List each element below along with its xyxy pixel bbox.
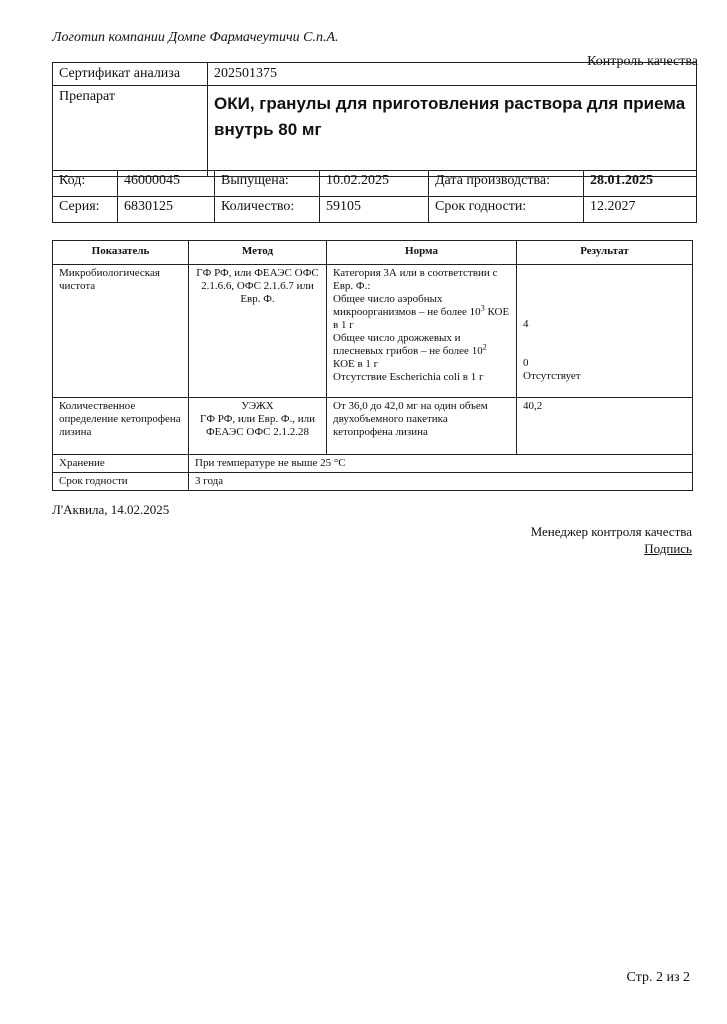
method-assay (189, 398, 327, 455)
manager-title: Менеджер контроля качества (530, 524, 692, 539)
result-assay: 40,2 (517, 398, 693, 455)
place-and-date: Л'Аквила, 14.02.2025 (52, 502, 170, 517)
product-row (53, 86, 697, 177)
result-aerobic: 4 (523, 318, 529, 330)
released-label: Выпущена: (215, 171, 320, 197)
certificate-row (53, 63, 697, 86)
company-logo-placeholder: Логотип компании Домпе Фармачеутичи С.п.А. (52, 30, 339, 45)
shelf-life-value: 3 года (189, 473, 693, 491)
norm-aerobic: Общее число аэробных микроорганизмов – не более $10^3$ КОЕ в 1 г (333, 293, 510, 331)
storage-label: Хранение (53, 455, 189, 473)
code-value: 46000045 (118, 171, 215, 197)
result-yeast-mold: 0 (523, 357, 529, 369)
released-value: 10.02.2025 (320, 171, 429, 197)
table-row (53, 473, 693, 491)
norm-ecoli: Отсутствие Escherichia coli в 1 г (333, 371, 484, 383)
batch-info-row-2 (53, 197, 697, 223)
expiry-value: 12.2027 (584, 197, 697, 223)
production-date-value: 28.01.2025 (584, 171, 697, 197)
param-assay: Количественное определение кетопрофена лизина (53, 398, 189, 455)
product-name-line2: внутрь 80 мг (214, 120, 322, 139)
code-label: Код: (53, 171, 118, 197)
signature-placeholder: Подпись (644, 541, 692, 556)
table-row (53, 455, 693, 473)
batch-info-row-1 (53, 171, 697, 197)
param-microbiological: Микробиологическая чистота (53, 265, 189, 398)
header-method: Метод (189, 241, 327, 265)
quality-control-title: Контроль качества (587, 54, 698, 69)
certificate-table (52, 62, 697, 177)
norm-yeast-mold: Общее число дрожжевых и плесневых грибов – не более $10^2$ КОЕ в 1 г (333, 332, 487, 370)
quantity-label: Количество: (215, 197, 320, 223)
quantity-value: 59105 (320, 197, 429, 223)
header-parameter: Показатель (53, 241, 189, 265)
analysis-header-row (53, 241, 693, 265)
norm-assay: От 36,0 до 42,0 мг на один объем двухобъемного пакетика кетопрофена лизина (327, 398, 517, 455)
series-label: Серия: (53, 197, 118, 223)
product-name (208, 86, 697, 177)
expiry-label: Срок годности: (429, 197, 584, 223)
result-ecoli: Отсутствует (523, 370, 581, 382)
norm-microbiological (327, 265, 517, 398)
product-name-line1: ОКИ, гранулы для приготовления раствора для приема (214, 94, 686, 113)
method-microbiological: ГФ РФ, или ФЕАЭС ОФС 2.1.6.6, ОФС 2.1.6.7 или Евр. Ф. (189, 265, 327, 398)
result-microbiological (517, 265, 693, 398)
shelf-life-label: Срок годности (53, 473, 189, 491)
storage-value: При температуре не выше 25 °С (189, 455, 693, 473)
page-number: Стр. 2 из 2 (626, 970, 690, 985)
header-norm: Норма (327, 241, 517, 265)
certificate-number: 202501375 (208, 63, 697, 86)
production-date-label: Дата производства: (429, 171, 584, 197)
norm-category: Категория 3А или в соответствии с Евр. Ф.: (333, 267, 498, 292)
table-row (53, 265, 693, 398)
table-row (53, 398, 693, 455)
series-value: 6830125 (118, 197, 215, 223)
batch-info-table (52, 170, 697, 223)
product-label: Препарат (53, 86, 208, 177)
header-result: Результат (517, 241, 693, 265)
certificate-label: Сертификат анализа (53, 63, 208, 86)
method-assay-technique: УЭЖХ (241, 400, 274, 412)
method-assay-pharmacopoeia: ГФ РФ, или Евр. Ф., или ФЕАЭС ОФС 2.1.2.28 (199, 413, 316, 438)
analysis-table (52, 240, 693, 491)
